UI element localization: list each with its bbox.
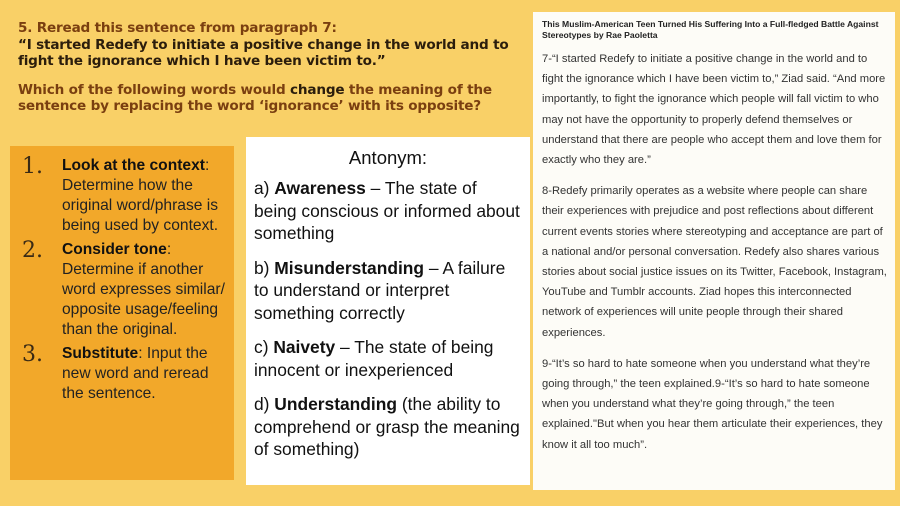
step-number: 1.: [22, 154, 43, 179]
antonym-title: Antonym:: [348, 147, 428, 168]
option-word: Misunderstanding: [274, 257, 425, 278]
question-heading: 5. Reread this sentence from paragraph 7:: [18, 20, 337, 36]
option-desc: – A failure to understand or interpret something correctly: [254, 257, 506, 323]
step-item: [22, 240, 226, 340]
question-quote-line2: fight the ignorance which I have been victim to.”: [18, 53, 386, 69]
step-desc: : Determine how the original word/phrase is being used by context.: [62, 157, 219, 234]
step-number: 2.: [22, 238, 43, 263]
option-desc: – The state of being innocent or inexperienced: [254, 337, 494, 380]
passage-paragraph-7: 7-“I started Redefy to initiate a positive change in the world and to fight the ignorance which I have been victim to,” Ziad said. “And more importantly, to fight the ignorance which people will fall victim to who may not have the opportunity to properly defend themselves or understand that there are people who accept them and love them for exactly who they are.”: [542, 53, 886, 167]
step-desc: : Input the new word and reread the sentence.: [62, 345, 209, 402]
option-prefix: d): [254, 394, 275, 414]
passage-paragraph-9: 9-“It’s so hard to hate someone when you understand what they’re going through,” the teen explained.9-“It’s so hard to hate someone when you understand what they’re going through,” the teen explained."But when you hear them articulate their experiences, they know it all too much”.: [542, 357, 883, 451]
option-word: Awareness: [274, 178, 366, 198]
step-title: Look at the context: [62, 157, 205, 174]
antonym-option-b: [254, 257, 522, 325]
prompt-part2: the meaning of the: [344, 81, 492, 98]
step-title: Consider tone: [62, 241, 167, 258]
step-text: [62, 156, 226, 236]
step-number: 3.: [22, 342, 43, 367]
prompt-line2: sentence by replacing the word ‘ignorance’ with its opposite?: [18, 98, 481, 114]
passage-title: This Muslim-American Teen Turned His Suffering Into a Full-fledged Battle Against Stereotypes by Rae Paoletta: [542, 19, 879, 40]
prompt-part1: Which of the following words would: [18, 81, 291, 98]
option-desc: – The state of being conscious or informed about something: [254, 178, 520, 243]
option-word: Understanding: [274, 394, 397, 414]
option-prefix: c): [254, 337, 274, 357]
step-title: Substitute: [62, 345, 139, 362]
option-desc: (the ability to comprehend or grasp the meaning of something): [254, 394, 520, 459]
option-prefix: b): [254, 257, 275, 278]
step-text: [62, 344, 226, 404]
step-item: [22, 156, 226, 236]
question-prompt: [18, 82, 518, 115]
question-quote-line1: “I started Redefy to initiate a positive change in the world and to: [18, 36, 509, 53]
antonym-option-c: [254, 336, 522, 381]
question-block: [18, 20, 518, 115]
steps-box: [10, 146, 234, 480]
prompt-change-word: change: [290, 81, 345, 98]
antonym-option-d: [254, 393, 522, 461]
step-desc: : Determine if another word expresses similar/ opposite usage/feeling than the original.: [62, 241, 225, 338]
antonym-option-a: [254, 177, 522, 245]
passage-box: [533, 12, 895, 490]
antonym-box: [246, 137, 530, 485]
option-word: Naivety: [273, 337, 336, 357]
step-item: [22, 344, 226, 404]
step-text: [62, 240, 226, 340]
option-prefix: a): [254, 178, 275, 198]
passage-paragraph-8: 8-Redefy primarily operates as a website where people can share their experiences with prejudice and post reflections about different current events stories where stereotyping and acceptance are part of a national and/or personal conversation. Redefy also shares various stories about social justice issues on its Twitter, Facebook, Instagram, YouTube and Tumblr accounts. Ziad hopes this interconnected network of experiences will unite people through their shared experiences.: [542, 185, 887, 339]
